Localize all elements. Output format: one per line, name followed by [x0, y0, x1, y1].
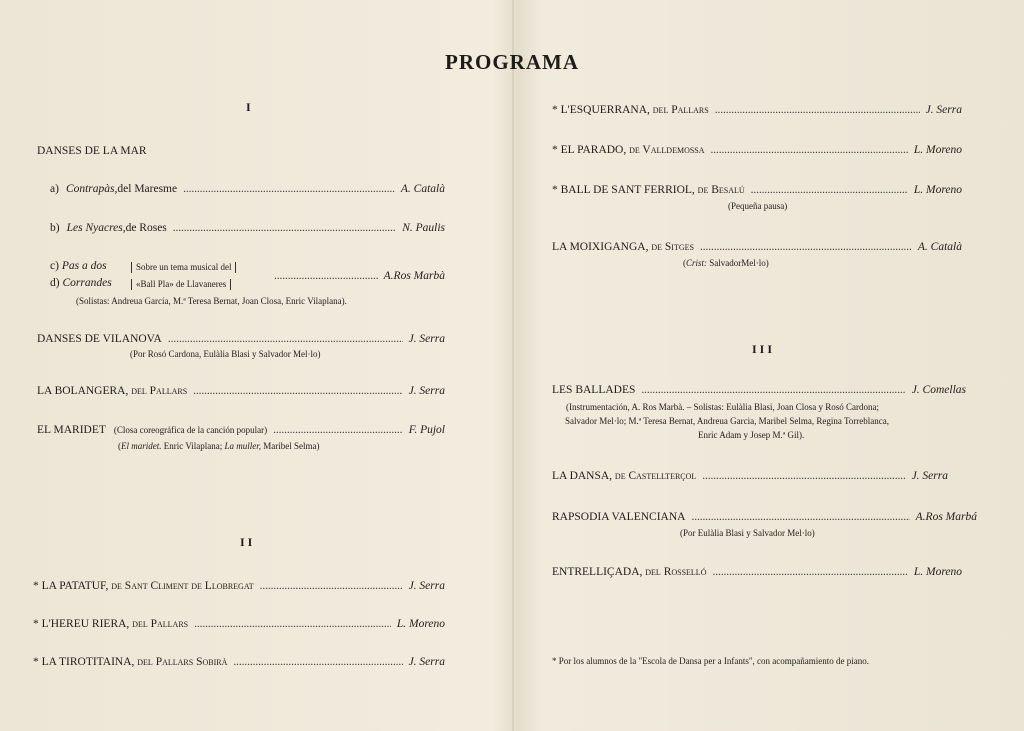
soloists-note: (Solistas: Andreua García, M.ª Teresa Bernat, Joan Closa, Enric Vilaplana).: [76, 296, 347, 306]
program-item-contrapas: [50, 183, 445, 195]
performers-note: (Por Eulàlia Blasi y Salvador Mel·lo): [680, 528, 815, 538]
dot-leader: [702, 470, 905, 482]
item-author: L. Moreno: [913, 566, 962, 578]
brace-text: «Ball Pla» de Llavaneres: [136, 279, 227, 289]
item-title: Contrapàs,: [65, 183, 118, 195]
dot-leader: [233, 656, 402, 668]
performers-note: (Por Rosó Cardona, Eulàlia Blasi y Salvador Mel·lo): [130, 349, 321, 359]
program-item-les-nyacres: [50, 222, 445, 234]
cast-note: (El maridet. Enric Vilaplana; La muller, Maribel Selma): [118, 441, 320, 451]
pause-note: (Pequeña pausa): [728, 201, 788, 211]
item-origin: de Roses: [125, 222, 167, 234]
program-item-la-dansa: [552, 470, 948, 482]
item-title: Les Nyacres,: [66, 222, 126, 234]
brace-line-2: [127, 279, 235, 290]
dot-leader: [168, 333, 403, 345]
dot-leader: [715, 104, 920, 116]
item-label: b): [50, 222, 60, 234]
item-author: J. Serra: [408, 580, 445, 592]
item-title: Pas a dos: [61, 260, 107, 272]
item-title: LA MOIXIGANGA, de Sitges: [552, 241, 694, 253]
item-author: L. Moreno: [913, 184, 962, 196]
item-author: J. Serra: [925, 104, 962, 116]
program-item-entrellicada: [552, 566, 962, 578]
crist-note: (Crist: SalvadorMel·lo): [683, 258, 769, 268]
item-title: * LA TIROTITAINA, del Pallars Sobirà: [33, 656, 228, 668]
brace-line-1: [127, 262, 240, 273]
item-author: J. Serra: [408, 385, 445, 397]
item-author: A.Ros Marbá: [915, 511, 977, 523]
dot-leader: [260, 580, 403, 592]
program-item-danses-de-vilanova: [37, 333, 445, 345]
dot-leader: [711, 144, 908, 156]
program-item-corrandes-author: [268, 270, 445, 282]
program-item-la-bolangera: [37, 385, 445, 397]
item-author: J. Serra: [911, 470, 948, 482]
section-danses-de-la-mar: DANSES DE LA MAR: [37, 145, 147, 157]
part-three-heading: III: [752, 342, 776, 356]
item-author: L. Moreno: [396, 618, 445, 630]
item-title: ENTRELLIÇADA, del Rosselló: [552, 566, 707, 578]
item-title: * LA PATATUF, de Sant Climent de Llobregat: [33, 580, 254, 592]
item-title: DANSES DE VILANOVA: [37, 333, 162, 345]
item-author: A. Català: [400, 183, 445, 195]
item-title: LES BALLADES: [552, 384, 636, 396]
item-title: * L'ESQUERRANA, del Pallars: [552, 104, 709, 116]
program-item-corrandes: [50, 277, 112, 289]
item-title: RAPSODIA VALENCIANA: [552, 511, 686, 523]
program-item-la-tirotitaina: [33, 656, 445, 668]
item-origin: del Maresme: [117, 183, 178, 195]
program-item-lhereu-riera: [33, 618, 445, 630]
program-item-la-moixiganga: [552, 241, 962, 253]
program-item-el-maridet: [37, 424, 445, 436]
item-title: * BALL DE SANT FERRIOL, de Besalú: [552, 184, 745, 196]
program-item-la-patatuf: [33, 580, 445, 592]
page-fold: [512, 0, 514, 731]
program-item-ball-de-sant-ferriol: [552, 184, 962, 196]
footnote: * Por los alumnos de la "Escola de Dansa per a Infants", con acompañamiento de piano.: [552, 656, 870, 666]
dot-leader: [691, 511, 909, 523]
item-title: LA DANSA, de Castellterçol: [552, 470, 697, 482]
item-subtitle: (Closa coreográfica de la canción popular): [113, 425, 268, 435]
dot-leader: [700, 241, 912, 253]
item-author: F. Pujol: [408, 424, 445, 436]
dot-leader: [273, 424, 403, 436]
part-two-heading: II: [240, 535, 256, 549]
dot-leader: [193, 385, 402, 397]
program-item-pas-a-dos: [50, 260, 107, 272]
program-item-les-ballades: [552, 384, 966, 396]
item-author: A. Català: [917, 241, 962, 253]
instrumentation-note-line-2: Salvador Mel·lo; M.ª Teresa Bernat, Andreua Garcia, Maribel Selma, Regina Torreblanca,: [565, 416, 890, 426]
item-title: * L'HEREU RIERA, del Pallars: [33, 618, 189, 630]
item-title: EL MARIDET: [37, 424, 106, 436]
item-author: J. Serra: [408, 656, 445, 668]
dot-leader: [751, 184, 908, 196]
dot-leader: [183, 183, 395, 195]
instrumentation-note-line-1: (Instrumentación, A. Ros Marbà. – Solistas: Eulàlia Blasi, Joan Closa y Rosó Cardona;: [566, 402, 879, 412]
dot-leader: [712, 566, 907, 578]
dot-leader: [274, 270, 378, 282]
item-title: LA BOLANGERA, del Pallars: [37, 385, 188, 397]
item-author: J. Comellas: [911, 384, 966, 396]
item-author: N. Paulis: [402, 222, 445, 234]
item-label: a): [50, 183, 59, 195]
item-author: J. Serra: [408, 333, 445, 345]
program-item-el-parado: [552, 144, 962, 156]
page-title: PROGRAMA: [445, 50, 579, 74]
item-title: Corrandes: [62, 277, 112, 289]
item-author: L. Moreno: [913, 144, 962, 156]
item-title: * EL PARADO, de Valldemossa: [552, 144, 705, 156]
item-author: A.Ros Marbà: [383, 270, 445, 282]
dot-leader: [173, 222, 396, 234]
dot-leader: [194, 618, 391, 630]
item-label: c): [50, 260, 59, 272]
item-label: d): [50, 277, 60, 289]
brace-text: Sobre un tema musical del: [136, 262, 232, 272]
part-one-heading: I: [246, 100, 254, 114]
dot-leader: [641, 384, 905, 396]
program-item-lesquerrana: [552, 104, 962, 116]
instrumentation-note-line-3: Enric Adam y Josep M.ª Gil).: [698, 430, 805, 440]
program-item-rapsodia-valenciana: [552, 511, 977, 523]
